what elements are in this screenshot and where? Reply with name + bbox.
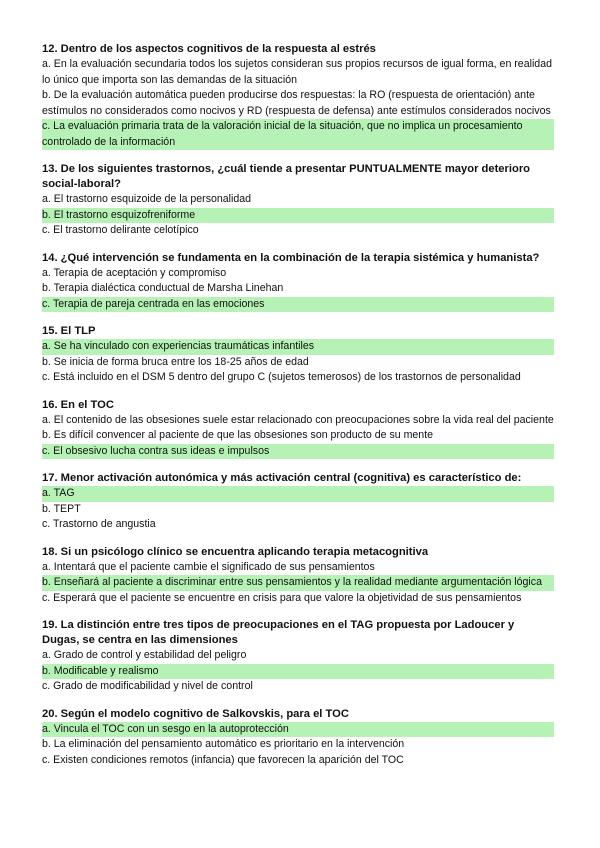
question-title: 15. El TLP [42, 325, 96, 337]
option-a: a. El contenido de las obsesiones suele estar relacionado con preocupaciones sobre la vida real del paciente [42, 413, 554, 426]
option-b: b. TEPT [42, 502, 81, 515]
option-b: b. La eliminación del pensamiento automático es prioritario en la intervención [42, 738, 405, 750]
option-c-correct: c. La evaluación primaria trata de la valoración inicial de la situación, que no implica un procesamiento controlado de la información [42, 119, 554, 150]
option-c: c. Trastorno de angustia [42, 518, 156, 530]
option-b-correct: b. El trastorno esquizofreniforme [42, 208, 554, 224]
question-15 [42, 324, 554, 386]
quiz-page [42, 42, 554, 780]
option-c-correct: c. El obsesivo lucha contra sus ideas e impulsos [42, 444, 554, 460]
question-13 [42, 162, 554, 239]
option-a: a. En la evaluación secundaria todos los sujetos consideran sus propios recursos de igual forma, en realidad lo único que importa son las demandas de la situación [42, 58, 552, 86]
option-b: b. Terapia dialéctica conductual de Marsha Linehan [42, 282, 284, 294]
option-b-correct: b. Modificable y realismo [42, 664, 554, 680]
option-c: c. Esperará que el paciente se encuentre en crisis para que valore la objetividad de sus pensamientos [42, 591, 522, 604]
question-16 [42, 398, 554, 460]
option-a-correct: a. Se ha vinculado con experiencias traumáticas infantiles [42, 339, 554, 355]
question-20 [42, 707, 554, 769]
question-title: 19. La distinción entre tres tipos de preocupaciones en el TAG propuesta por Ladoucer y Dugas, se centra en las dimensiones [42, 619, 515, 646]
option-a-correct: a. Vincula el TOC con un sesgo en la autoprotección [42, 722, 554, 738]
option-a-correct: a. TAG [42, 486, 554, 502]
option-c: c. Grado de modificabilidad y nivel de control [42, 680, 253, 692]
option-b-correct: b. Enseñará al paciente a discriminar entre sus pensamientos y la realidad mediante argumentación lógica [42, 575, 554, 591]
question-19 [42, 618, 554, 695]
option-b: b. Se inicia de forma bruca entre los 18-25 años de edad [42, 355, 309, 368]
option-b: b. De la evaluación automática pueden producirse dos respuestas: la RO (respuesta de orientación) ante estímulos no considerados como nocivos y RD (respuesta de defensa) ante estímulos considerados nocivos [42, 89, 551, 117]
question-18 [42, 545, 554, 607]
option-a: a. Grado de control y estabilidad del peligro [42, 649, 247, 661]
option-a: a. Terapia de aceptación y compromiso [42, 266, 227, 279]
question-title: 17. Menor activación autonómica y más activación central (cognitiva) es característico de: [42, 472, 522, 484]
question-17 [42, 471, 554, 533]
question-title: 16. En el TOC [42, 398, 114, 411]
question-title: 18. Si un psicólogo clínico se encuentra aplicando terapia metacognitiva [42, 545, 429, 558]
question-12 [42, 42, 554, 150]
question-title: 12. Dentro de los aspectos cognitivos de la respuesta al estrés [42, 43, 376, 55]
option-c: c. El trastorno delirante celotípico [42, 224, 199, 236]
option-a: a. Intentará que el paciente cambie el significado de sus pensamientos [42, 560, 375, 573]
question-title: 13. De los siguientes trastornos, ¿cuál tiende a presentar PUNTUALMENTE mayor deterioro social-laboral? [42, 163, 531, 190]
option-c: c. Está incluido en el DSM 5 dentro del grupo C (sujetos temerosos) de los trastornos de personalidad [42, 371, 521, 383]
option-c: c. Existen condiciones remotos (infancia) que favorecen la aparición del TOC [42, 753, 404, 766]
question-14 [42, 251, 554, 313]
option-c-correct: c. Terapia de pareja centrada en las emociones [42, 297, 554, 313]
option-a: a. El trastorno esquizoide de la personalidad [42, 193, 252, 205]
question-title: 14. ¿Qué intervención se fundamenta en la combinación de la terapia sistémica y humanista? [42, 251, 540, 264]
option-b: b. Es difícil convencer al paciente de que las obsesiones son producto de su mente [42, 429, 434, 441]
question-title: 20. Según el modelo cognitivo de Salkovskis, para el TOC [42, 707, 349, 720]
